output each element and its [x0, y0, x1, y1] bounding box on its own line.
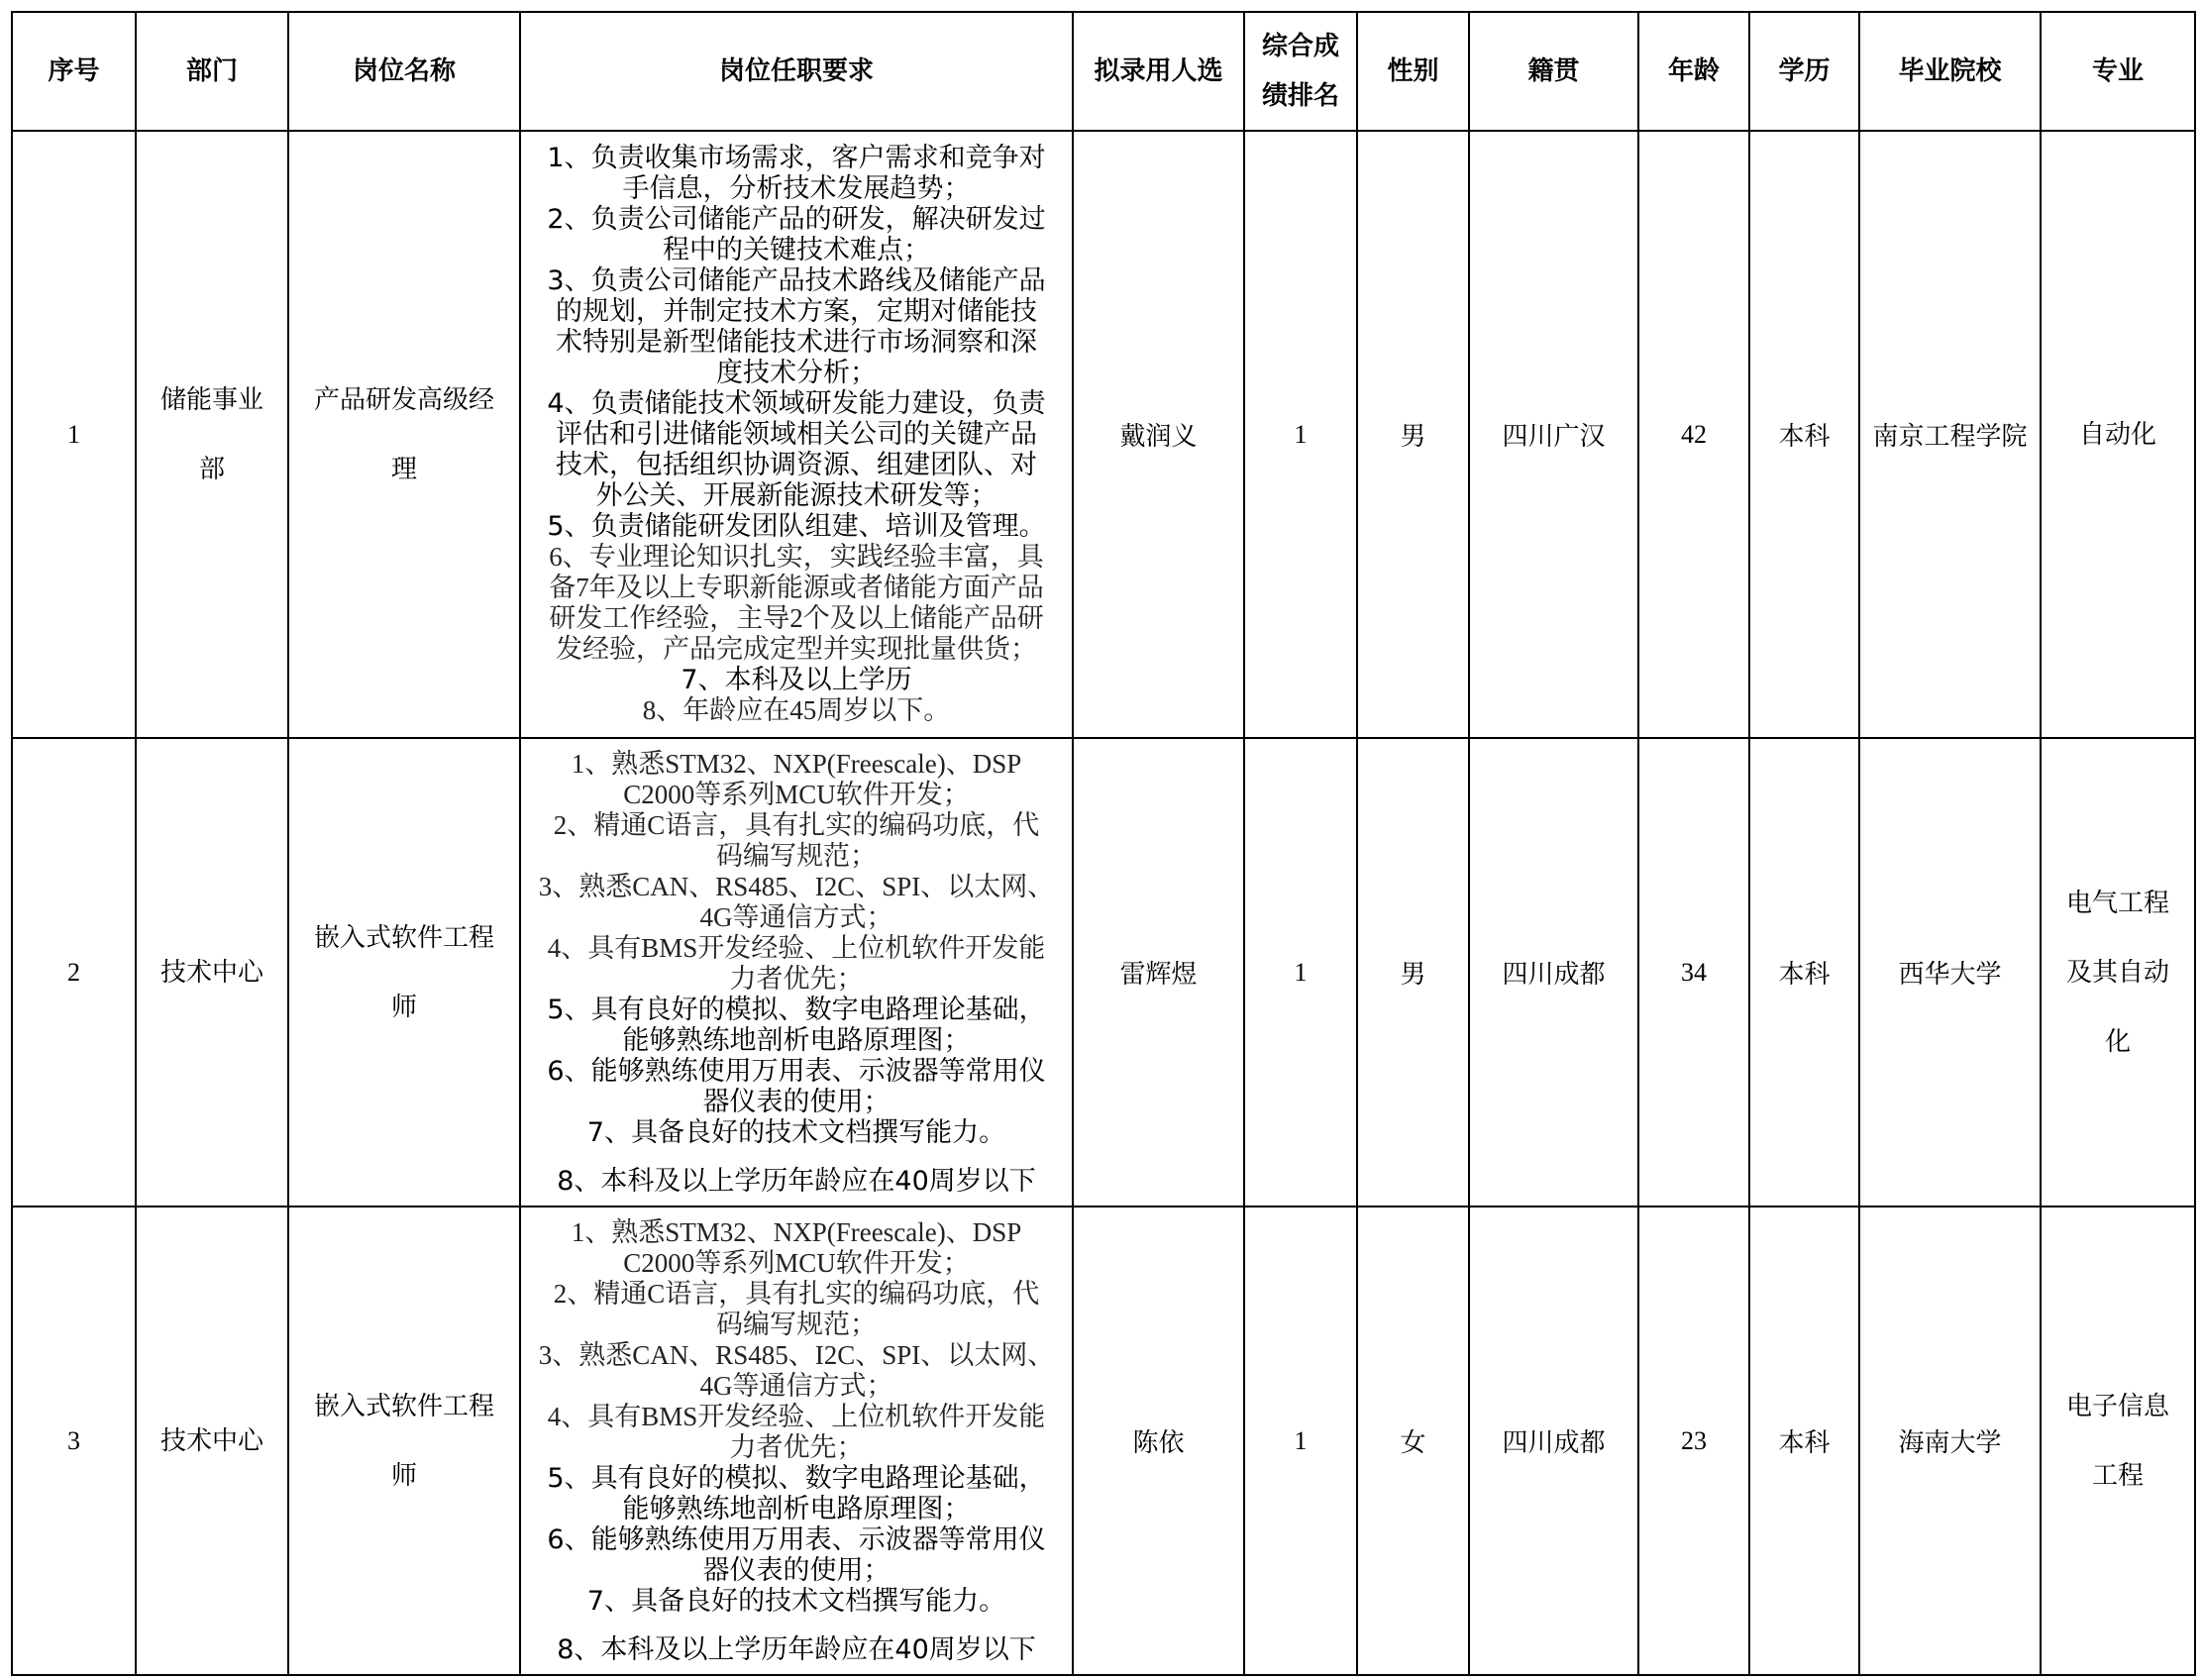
cell-major-text: 电子信息工程: [2065, 1391, 2169, 1491]
cell-dept-text: 技术中心: [159, 957, 263, 988]
requirement-line: 发经验，产品完成定型并实现批量供货；: [556, 634, 1037, 664]
cell-major: [2041, 1207, 2195, 1675]
requirement-line: 5、具有良好的模拟、数字电路理论基础，: [547, 1462, 1046, 1494]
requirement-line: 2、精通C语言，具有扎实的编码功底，代: [553, 1278, 1040, 1309]
requirement-line: 6、能够熟练使用万用表、示波器等常用仪: [547, 1055, 1046, 1087]
requirement-line: 2、负责公司储能产品的研发，解决研发过: [547, 204, 1046, 235]
requirement-item: [521, 872, 1072, 933]
requirement-item: [521, 995, 1072, 1056]
cell-candidate: 戴润义: [1073, 131, 1244, 738]
table-row: [12, 131, 2195, 738]
cell-position: [288, 738, 520, 1207]
requirement-item: [521, 1117, 1072, 1148]
requirement-line: 7、具备良好的技术文档撰写能力。: [586, 1116, 1006, 1148]
requirement-line: 7、具备良好的技术文档撰写能力。: [586, 1585, 1006, 1617]
header-rank: 综合成绩排名: [1244, 12, 1357, 131]
requirement-line: 度技术分析；: [716, 358, 877, 388]
requirement-line: 术特别是新型储能技术进行市场洞察和深: [556, 327, 1037, 358]
requirement-item: [521, 143, 1072, 204]
requirement-item: [521, 1524, 1072, 1586]
requirement-line: 8、本科及以上学历年龄应在40周岁以下: [557, 1165, 1036, 1197]
requirement-item: [521, 1402, 1072, 1463]
requirement-item: [521, 511, 1072, 542]
cell-dept: [136, 131, 288, 738]
cell-no: 3: [12, 1207, 136, 1675]
requirement-item: [521, 1279, 1072, 1340]
requirement-line: 评估和引进储能领域相关公司的关键产品: [556, 419, 1037, 450]
requirement-line: 码编写规范；: [716, 1309, 877, 1339]
cell-education: 本科: [1749, 1207, 1859, 1675]
cell-gender: 男: [1357, 738, 1469, 1207]
cell-age: 23: [1638, 1207, 1749, 1675]
cell-dept-text: 技术中心: [159, 1425, 263, 1456]
cell-dept-text: 储能事业部: [159, 384, 263, 484]
cell-gender: 女: [1357, 1207, 1469, 1675]
requirement-line: C2000等系列MCU软件开发；: [623, 779, 970, 809]
requirement-item: [521, 1056, 1072, 1117]
cell-age: 42: [1638, 131, 1749, 738]
requirement-line: 1、熟悉STM32、NXP(Freescale)、DSP: [571, 1216, 1022, 1247]
requirement-line: 手信息，分析技术发展趋势；: [622, 173, 971, 204]
requirement-line: 3、负责公司储能产品技术路线及储能产品: [547, 265, 1046, 296]
requirement-line: 2、精通C语言，具有扎实的编码功底，代: [553, 809, 1040, 840]
header-row: [12, 12, 2195, 131]
cell-rank: 1: [1244, 1207, 1357, 1675]
requirement-item: [521, 1586, 1072, 1617]
requirement-item: [521, 665, 1072, 695]
requirement-line: 4G等通信方式；: [699, 901, 893, 932]
cell-position: [288, 131, 520, 738]
requirement-line: 4G等通信方式；: [699, 1370, 893, 1401]
requirement-line: 7、本科及以上学历: [681, 665, 912, 695]
cell-no: 2: [12, 738, 136, 1207]
cell-school: 海南大学: [1859, 1207, 2041, 1675]
requirement-item: [521, 810, 1072, 872]
requirement-item: [521, 933, 1072, 995]
header-education: 学历: [1749, 12, 1859, 131]
header-candidate: 拟录用人选: [1073, 12, 1244, 131]
cell-rank: 1: [1244, 738, 1357, 1207]
cell-major: [2041, 738, 2195, 1207]
cell-origin: 四川广汉: [1469, 131, 1638, 738]
requirement-line: 力者优先；: [729, 963, 864, 994]
cell-candidate: 雷辉煜: [1073, 738, 1244, 1207]
cell-position-text: 嵌入式软件工程师: [313, 1391, 494, 1491]
requirement-line: 8、本科及以上学历年龄应在40周岁以下: [557, 1633, 1036, 1665]
header-requirements: 岗位任职要求: [520, 12, 1073, 131]
requirement-item: [521, 695, 1072, 726]
cell-school: 西华大学: [1859, 738, 2041, 1207]
requirement-line: 器仪表的使用；: [702, 1086, 891, 1117]
requirement-item: [521, 1634, 1072, 1665]
requirement-line: 器仪表的使用；: [702, 1554, 891, 1586]
requirement-line: 备7年及以上专职新能源或者储能方面产品: [549, 573, 1044, 602]
cell-requirements: [520, 1207, 1073, 1675]
cell-gender: 男: [1357, 131, 1469, 738]
cell-position-text: 产品研发高级经理: [313, 384, 494, 484]
requirement-item: [521, 265, 1072, 388]
requirement-line: 5、负责储能研发团队组建、培训及管理。: [547, 511, 1046, 542]
cell-requirements: [520, 131, 1073, 738]
requirement-line: 程中的关键技术难点；: [663, 235, 930, 265]
cell-education: 本科: [1749, 131, 1859, 738]
header-age: 年龄: [1638, 12, 1749, 131]
header-no: 序号: [12, 12, 136, 131]
header-origin: 籍贯: [1469, 12, 1638, 131]
table-row: [12, 738, 2195, 1207]
requirement-line: 码编写规范；: [716, 840, 877, 871]
cell-origin: 四川成都: [1469, 738, 1638, 1207]
requirement-item: [521, 1217, 1072, 1279]
requirement-item: [521, 1463, 1072, 1524]
requirement-line: 能够熟练地剖析电路原理图；: [622, 1024, 971, 1056]
table-row: [12, 1207, 2195, 1675]
cell-dept: [136, 1207, 288, 1675]
requirement-item: [521, 1166, 1072, 1197]
requirement-line: 4、具有BMS开发经验、上位机软件开发能: [547, 932, 1046, 963]
cell-school: 南京工程学院: [1859, 131, 2041, 738]
header-major: 专业: [2041, 12, 2195, 131]
cell-requirements: [520, 738, 1073, 1207]
header-dept: 部门: [136, 12, 288, 131]
cell-candidate: 陈依: [1073, 1207, 1244, 1675]
requirement-line: 能够熟练地剖析电路原理图；: [622, 1493, 971, 1524]
requirement-line: 4、具有BMS开发经验、上位机软件开发能: [547, 1401, 1046, 1431]
requirement-line: 3、熟悉CAN、RS485、I2C、SPI、以太网、: [538, 871, 1055, 901]
cell-position: [288, 1207, 520, 1675]
requirement-line: 8、年龄应在45周岁以下。: [642, 695, 951, 725]
header-school: 毕业院校: [1859, 12, 2041, 131]
requirement-line: 技术，包括组织协调资源、组建团队、对: [556, 450, 1037, 480]
requirement-line: 1、负责收集市场需求，客户需求和竞争对: [547, 143, 1046, 173]
requirement-line: 外公关、开展新能源技术研发等；: [595, 480, 997, 511]
requirement-line: 5、具有良好的模拟、数字电路理论基础，: [547, 994, 1046, 1025]
requirement-item: [521, 204, 1072, 265]
cell-dept: [136, 738, 288, 1207]
requirement-item: [521, 388, 1072, 511]
requirement-line: 研发工作经验，主导2个及以上储能产品研: [549, 603, 1044, 633]
requirement-line: 3、熟悉CAN、RS485、I2C、SPI、以太网、: [538, 1339, 1055, 1370]
header-gender: 性别: [1357, 12, 1469, 131]
requirement-line: 6、专业理论知识扎实，实践经验丰富，具: [549, 542, 1044, 572]
cell-origin: 四川成都: [1469, 1207, 1638, 1675]
requirement-item: [521, 1340, 1072, 1402]
cell-age: 34: [1638, 738, 1749, 1207]
cell-education: 本科: [1749, 738, 1859, 1207]
requirement-line: 1、熟悉STM32、NXP(Freescale)、DSP: [571, 748, 1022, 779]
requirement-line: 力者优先；: [729, 1431, 864, 1462]
hiring-table: [11, 11, 2196, 1676]
cell-no: 1: [12, 131, 136, 738]
cell-major: 自动化: [2041, 131, 2195, 738]
header-position: 岗位名称: [288, 12, 520, 131]
requirement-line: 6、能够熟练使用万用表、示波器等常用仪: [547, 1523, 1046, 1555]
requirement-line: 4、负责储能技术领域研发能力建设，负责: [547, 388, 1046, 419]
cell-major-text: 电气工程及其自动化: [2065, 888, 2169, 1057]
cell-rank: 1: [1244, 131, 1357, 738]
requirement-line: C2000等系列MCU软件开发；: [623, 1247, 970, 1278]
requirement-item: [521, 542, 1072, 665]
requirement-item: [521, 749, 1072, 810]
requirement-line: 的规划，并制定技术方案，定期对储能技: [556, 296, 1037, 327]
cell-position-text: 嵌入式软件工程师: [313, 922, 494, 1022]
